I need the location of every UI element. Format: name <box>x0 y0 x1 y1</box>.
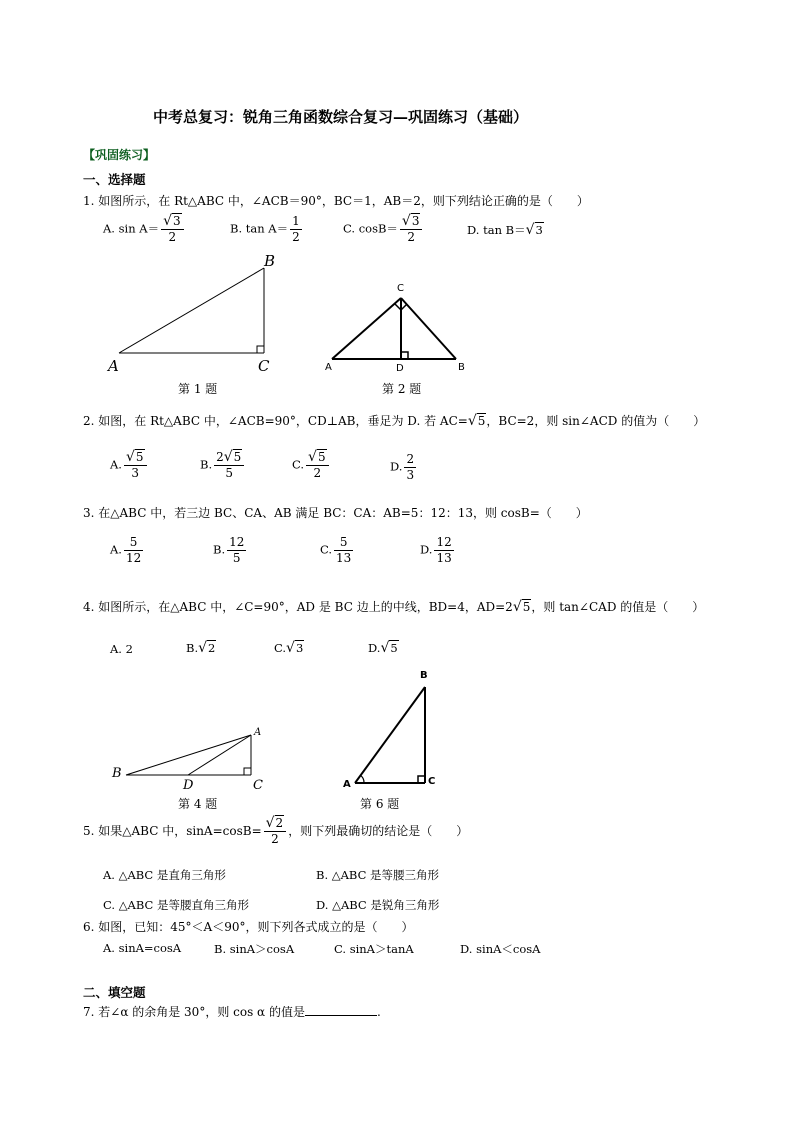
question-6: 6. 如图，已知：45°＜A＜90°，则下列各式成立的是（ ） <box>83 920 414 934</box>
fig4-side-ab <box>126 735 251 775</box>
question-2: 2. 如图，在 Rt△ABC 中，∠ACB=90°，CD⊥AB，垂足为 D. 若 AC=√5，BC=2，则 sin∠ACD 的值为（ ） <box>83 413 706 429</box>
page-title: 中考总复习：锐角三角函数综合复习—巩固练习（基础） <box>153 108 529 126</box>
fig1-label-b: B <box>264 252 276 270</box>
q6-option-c: C. sinA＞tanA <box>334 942 414 956</box>
fig1-label-c: C <box>258 357 270 375</box>
fig4-label-d: D <box>183 778 194 793</box>
q4-option-d: D.√5 <box>368 640 398 656</box>
q3-option-a: A. $\frac{5}{12}$ <box>110 535 142 565</box>
fig4-label-b: B <box>112 766 122 781</box>
figure-4 <box>110 725 270 785</box>
q4-option-c: C.√3 <box>274 640 304 656</box>
q5-option-c: C. △ABC 是等腰直角三角形 <box>103 898 249 912</box>
fig2-label-c: C <box>397 283 404 294</box>
q3-option-d: D. $\frac{12}{13}$ <box>420 535 452 565</box>
q2-option-d: D. $\frac{2}{3}$ <box>390 452 415 482</box>
q3-option-b: B. $\frac{12}{5}$ <box>213 535 245 565</box>
question-3: 3. 在△ABC 中，若三边 BC、CA、AB 满足 BC：CA：AB=5：12：13，则 cosB=（ ） <box>83 506 588 520</box>
fig1-side-ab <box>119 268 264 353</box>
section-multiple-choice: 一、选择题 <box>83 172 146 187</box>
fig2-label-b: B <box>458 362 465 373</box>
q2-option-a: A. $\frac{√5}{3}$ <box>110 450 149 481</box>
section-fill-in: 二、填空题 <box>83 985 146 1000</box>
q2-option-c: C. $\frac{√5}{2}$ <box>292 450 331 481</box>
fig2-label-d: D <box>396 363 404 374</box>
fig6-right-angle-mark <box>418 776 425 783</box>
q5-option-a: A. △ABC 是直角三角形 <box>103 868 226 882</box>
fig2-side-ac <box>332 298 401 359</box>
figure-2 <box>320 280 470 370</box>
q7-answer-blank[interactable] <box>305 1004 377 1016</box>
fig4-label-a: A <box>254 727 262 738</box>
q1-option-a: A. sin A＝ $\frac{√3}{2}$ <box>103 214 186 245</box>
fig2-caption: 第 2 题 <box>382 382 422 396</box>
fig6-label-a: A <box>343 779 351 790</box>
fig4-caption: 第 4 题 <box>178 797 218 811</box>
q6-option-a: A. sinA=cosA <box>103 941 182 955</box>
q5-option-d: D. △ABC 是锐角三角形 <box>316 898 440 912</box>
fig1-caption: 第 1 题 <box>178 382 218 396</box>
fig4-median-ad <box>188 735 251 775</box>
fig1-label-a: A <box>108 357 119 375</box>
practice-tag: 【巩固练习】 <box>83 148 156 162</box>
q2-option-b: B. $\frac{2√5}{5}$ <box>200 450 246 481</box>
q1-option-d: D. tan B＝√3 <box>467 222 543 238</box>
fig2-side-bc <box>401 298 456 359</box>
q4-option-b: B.√2 <box>186 640 216 656</box>
fig6-label-c: C <box>428 776 436 787</box>
fig4-label-c: C <box>253 778 263 793</box>
fig2-right-angle-d <box>401 352 408 359</box>
q5-option-b: B. △ABC 是等腰三角形 <box>316 868 440 882</box>
q1-option-c: C. cosB＝ $\frac{√3}{2}$ <box>343 214 424 245</box>
q6-option-d: D. sinA＜cosA <box>460 942 541 956</box>
fig6-label-b: B <box>420 670 428 681</box>
fig6-side-ab <box>355 687 425 783</box>
q6-option-b: B. sinA＞cosA <box>214 942 295 956</box>
fig6-caption: 第 6 题 <box>360 797 400 811</box>
question-1: 1. 如图所示，在 Rt△ABC 中，∠ACB＝90°，BC＝1，AB＝2，则下列结论正确的是（ ） <box>83 194 589 208</box>
q4-option-a: A. 2 <box>110 642 133 656</box>
fig4-right-angle-mark <box>244 768 251 775</box>
question-7: 7. 若∠α 的余角是 30°，则 cos α 的值是 . <box>83 1005 381 1019</box>
fig2-label-a: A <box>325 362 332 373</box>
figure-6 <box>340 672 440 792</box>
question-4: 4. 如图所示，在△ABC 中，∠C=90°，AD 是 BC 边上的中线，BD=4，AD=2√5，则 tan∠CAD 的值是（ ） <box>83 599 705 615</box>
q3-option-c: C. $\frac{5}{13}$ <box>320 535 352 565</box>
question-5: 5. 如果△ABC 中，sinA=cosB= $\frac{√2}{2}$ ，则下列最确切的结论是（ ） <box>83 815 469 846</box>
q1-option-b: B. tan A＝ $\frac{1}{2}$ <box>230 214 300 244</box>
fig1-right-angle-mark <box>257 346 264 353</box>
